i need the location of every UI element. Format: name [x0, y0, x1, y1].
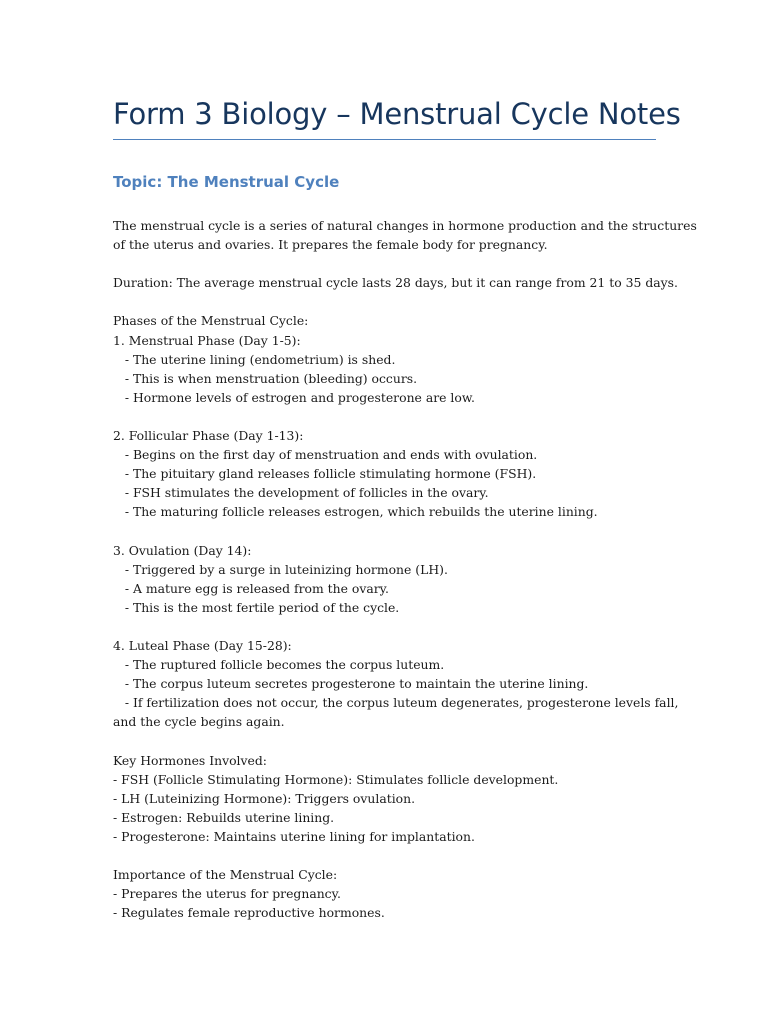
paragraph-gap [113, 846, 658, 865]
hormone-item: - Progesterone: Maintains uterine lining for implantation. [113, 829, 475, 844]
hormone-item: - FSH (Follicle Stimulating Hormone): Stimulates follicle development. [113, 771, 559, 787]
paragraph-gap [113, 732, 658, 751]
phase-point: - This is the most fertile period of the cycle. [113, 599, 400, 615]
phase-point: - The uterine lining (endometrium) is shed. [113, 351, 396, 367]
phase-heading-follicular: 2. Follicular Phase (Day 1-13): [113, 428, 304, 444]
paragraph-gap [113, 617, 658, 636]
phase-heading-luteal: 4. Luteal Phase (Day 15-28): [113, 638, 292, 654]
intro-line: The menstrual cycle is a series of natural changes in hormone production and the structures [113, 218, 697, 233]
phases-heading: Phases of the Menstrual Cycle: [113, 313, 309, 329]
intro-line: of the uterus and ovaries. It prepares the female body for pregnancy. [113, 237, 548, 253]
phase-point: - FSH stimulates the development of follicles in the ovary. [113, 485, 489, 501]
phase-point: - The pituitary gland releases follicle stimulating hormone (FSH). [113, 466, 537, 482]
phase-point: - If fertilization does not occur, the corpus luteum degenerates, progesterone levels fall, [113, 695, 679, 711]
phase-point: - This is when menstruation (bleeding) occurs. [113, 370, 418, 386]
paragraph-gap [113, 522, 658, 541]
paragraph-gap [113, 407, 658, 426]
importance-item: - Prepares the uterus for pregnancy. [113, 886, 341, 902]
importance-heading: Importance of the Menstrual Cycle: [113, 867, 338, 883]
hormone-item: - Estrogen: Rebuilds uterine lining. [113, 809, 335, 825]
document-body [113, 216, 697, 922]
phase-point: and the cycle begins again. [113, 714, 285, 730]
phase-heading-menstrual: 1. Menstrual Phase (Day 1-5): [113, 332, 301, 348]
phase-point: - A mature egg is released from the ovary. [113, 580, 389, 596]
hormone-item: - LH (Luteinizing Hormone): Triggers ovulation. [113, 790, 416, 806]
phase-point: - Begins on the first day of menstruation and ends with ovulation. [113, 447, 538, 463]
topic-heading: Topic: The Menstrual Cycle [113, 173, 340, 191]
hormones-heading: Key Hormones Involved: [113, 752, 267, 768]
phase-point: - Triggered by a surge in luteinizing hormone (LH). [113, 561, 448, 577]
phase-point: - The corpus luteum secretes progesterone to maintain the uterine lining. [113, 676, 589, 692]
phase-point: - The maturing follicle releases estrogen, which rebuilds the uterine lining. [113, 504, 598, 520]
phase-point: - Hormone levels of estrogen and progesterone are low. [113, 389, 475, 405]
paragraph-gap [113, 254, 658, 273]
importance-item: - Regulates female reproductive hormones. [113, 905, 385, 921]
duration-paragraph: Duration: The average menstrual cycle lasts 28 days, but it can range from 21 to 35 days. [113, 275, 678, 291]
title-underline-rule [113, 139, 656, 140]
phase-point: - The ruptured follicle becomes the corpus luteum. [113, 657, 445, 673]
paragraph-gap [113, 292, 658, 311]
phase-heading-ovulation: 3. Ovulation (Day 14): [113, 542, 252, 558]
document-title: Form 3 Biology – Menstrual Cycle Notes [113, 97, 681, 131]
